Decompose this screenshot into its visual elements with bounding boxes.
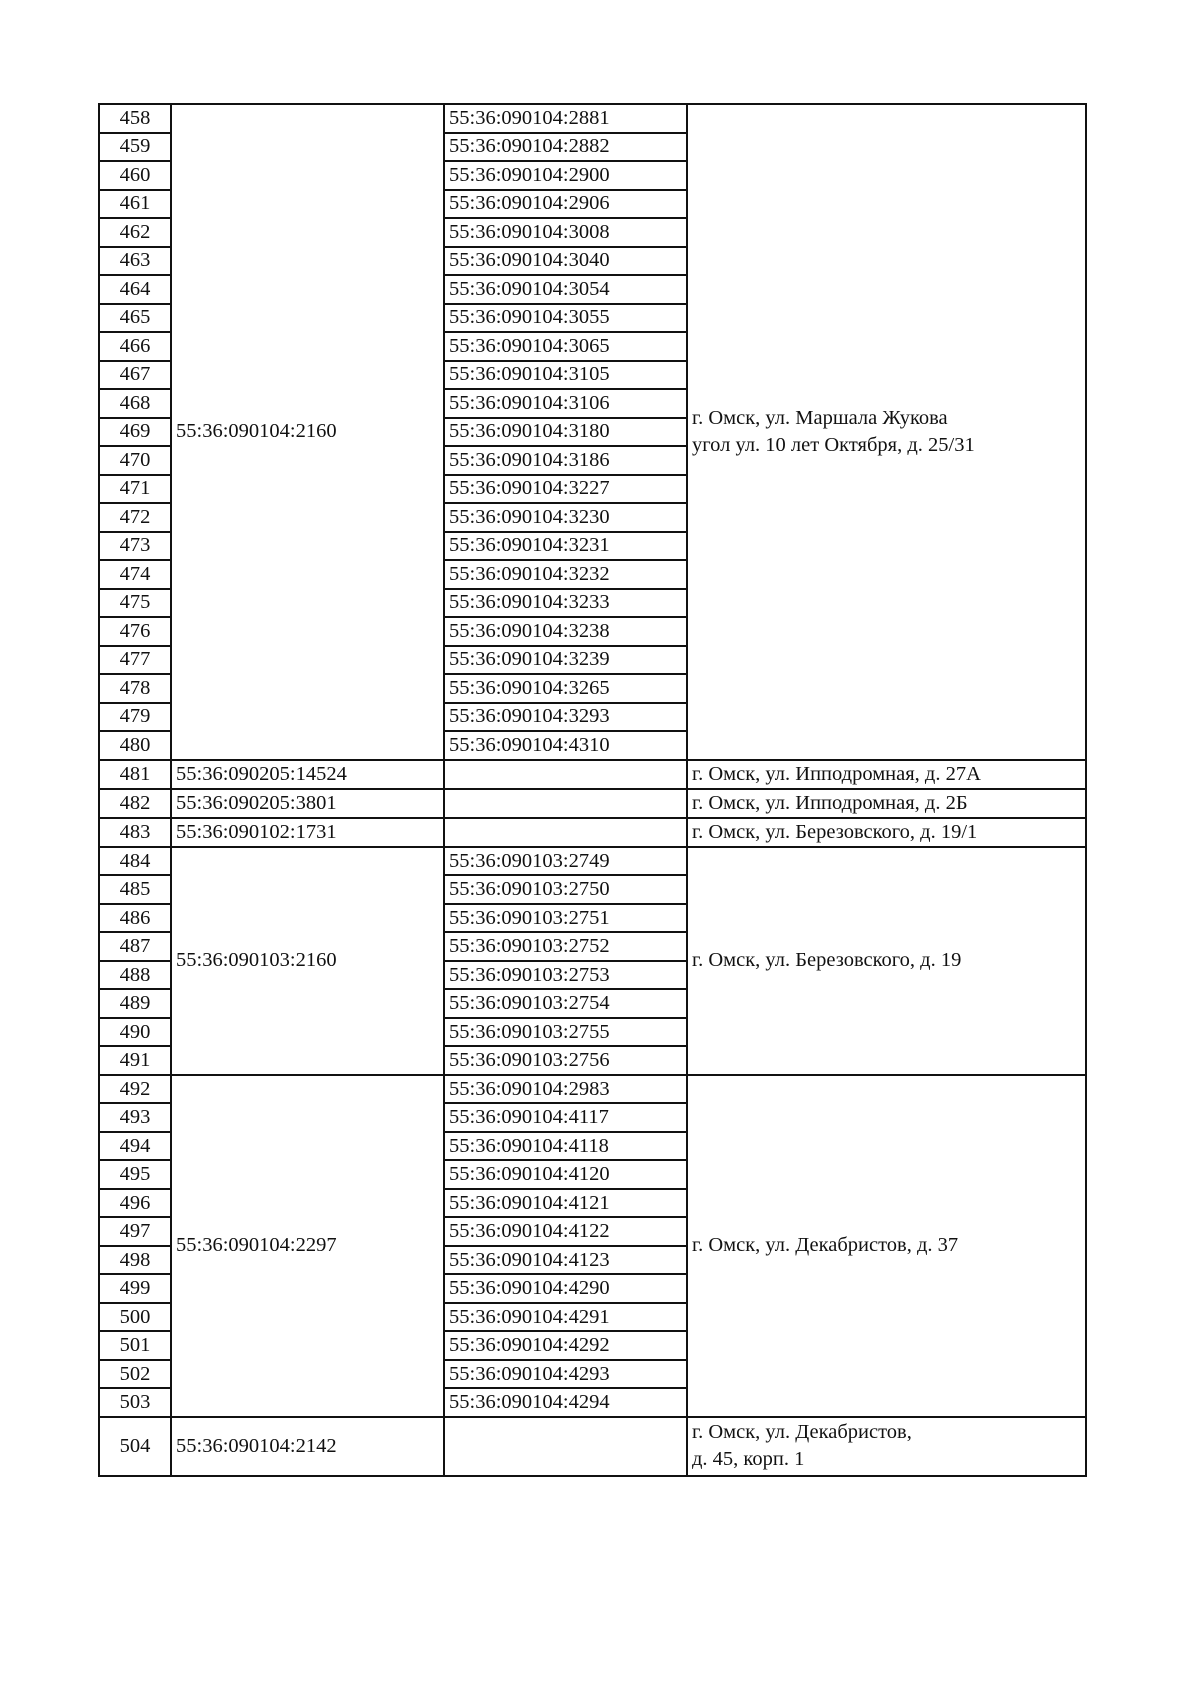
sub-cadastral-number: 55:36:090104:3227 bbox=[444, 475, 687, 504]
sub-cadastral-number: 55:36:090104:4121 bbox=[444, 1189, 687, 1218]
address-line: г. Омск, ул. Маршала Жукова bbox=[692, 406, 948, 429]
address bbox=[687, 104, 1086, 760]
row-number: 493 bbox=[99, 1103, 171, 1132]
address-line: г. Омск, ул. Ипподромная, д. 27А bbox=[692, 762, 981, 785]
row-number: 468 bbox=[99, 389, 171, 418]
row-number: 459 bbox=[99, 133, 171, 162]
row-number: 486 bbox=[99, 904, 171, 933]
sub-cadastral-number: 55:36:090103:2754 bbox=[444, 989, 687, 1018]
row-number: 498 bbox=[99, 1246, 171, 1275]
cadastral-table bbox=[98, 103, 1087, 1477]
sub-cadastral-number: 55:36:090104:3232 bbox=[444, 560, 687, 589]
sub-cadastral-number: 55:36:090103:2750 bbox=[444, 875, 687, 904]
row-number: 473 bbox=[99, 532, 171, 561]
row-number: 471 bbox=[99, 475, 171, 504]
sub-cadastral-number: 55:36:090104:4291 bbox=[444, 1303, 687, 1332]
row-number: 462 bbox=[99, 218, 171, 247]
sub-cadastral-number bbox=[444, 789, 687, 818]
row-number: 479 bbox=[99, 703, 171, 732]
row-number: 478 bbox=[99, 674, 171, 703]
row-number: 491 bbox=[99, 1046, 171, 1075]
address-line: г. Омск, ул. Декабристов, д. 37 bbox=[692, 1234, 959, 1257]
row-number: 499 bbox=[99, 1274, 171, 1303]
row-number: 503 bbox=[99, 1388, 171, 1417]
address-line: д. 45, корп. 1 bbox=[692, 1448, 805, 1471]
row-number: 480 bbox=[99, 731, 171, 760]
sub-cadastral-number: 55:36:090104:3186 bbox=[444, 446, 687, 475]
sub-cadastral-number: 55:36:090104:3230 bbox=[444, 503, 687, 532]
sub-cadastral-number: 55:36:090104:3231 bbox=[444, 532, 687, 561]
address bbox=[687, 1417, 1086, 1476]
address-line: г. Омск, ул. Ипподромная, д. 2Б bbox=[692, 791, 968, 814]
sub-cadastral-number: 55:36:090104:4293 bbox=[444, 1360, 687, 1389]
row-number: 477 bbox=[99, 646, 171, 675]
sub-cadastral-number: 55:36:090104:3293 bbox=[444, 703, 687, 732]
row-number: 502 bbox=[99, 1360, 171, 1389]
sub-cadastral-number: 55:36:090104:3065 bbox=[444, 332, 687, 361]
row-number: 496 bbox=[99, 1189, 171, 1218]
row-number: 475 bbox=[99, 589, 171, 618]
table-row bbox=[99, 1417, 1086, 1476]
row-number: 484 bbox=[99, 847, 171, 876]
sub-cadastral-number: 55:36:090104:3239 bbox=[444, 646, 687, 675]
row-number: 492 bbox=[99, 1075, 171, 1104]
row-number: 466 bbox=[99, 332, 171, 361]
row-number: 489 bbox=[99, 989, 171, 1018]
sub-cadastral-number: 55:36:090103:2752 bbox=[444, 932, 687, 961]
sub-cadastral-number: 55:36:090104:4117 bbox=[444, 1103, 687, 1132]
sub-cadastral-number: 55:36:090104:3238 bbox=[444, 617, 687, 646]
sub-cadastral-number: 55:36:090104:2906 bbox=[444, 190, 687, 219]
row-number: 469 bbox=[99, 418, 171, 447]
row-number: 470 bbox=[99, 446, 171, 475]
cadastral-number: 55:36:090104:2297 bbox=[171, 1075, 444, 1417]
sub-cadastral-number: 55:36:090104:3055 bbox=[444, 304, 687, 333]
sub-cadastral-number: 55:36:090104:3180 bbox=[444, 418, 687, 447]
row-number: 460 bbox=[99, 161, 171, 190]
sub-cadastral-number: 55:36:090104:4120 bbox=[444, 1160, 687, 1189]
cadastral-number: 55:36:090205:14524 bbox=[171, 760, 444, 789]
sub-cadastral-number: 55:36:090104:3106 bbox=[444, 389, 687, 418]
table-row bbox=[99, 818, 1086, 847]
row-number: 483 bbox=[99, 818, 171, 847]
address bbox=[687, 818, 1086, 847]
row-number: 488 bbox=[99, 961, 171, 990]
address bbox=[687, 760, 1086, 789]
address-line: г. Омск, ул. Декабристов, bbox=[692, 1421, 912, 1444]
cadastral-number: 55:36:090104:2160 bbox=[171, 104, 444, 760]
table-row bbox=[99, 789, 1086, 818]
sub-cadastral-number: 55:36:090104:3105 bbox=[444, 361, 687, 390]
row-number: 472 bbox=[99, 503, 171, 532]
sub-cadastral-number: 55:36:090104:2983 bbox=[444, 1075, 687, 1104]
sub-cadastral-number: 55:36:090104:4292 bbox=[444, 1331, 687, 1360]
sub-cadastral-number bbox=[444, 760, 687, 789]
row-number: 481 bbox=[99, 760, 171, 789]
row-number: 474 bbox=[99, 560, 171, 589]
sub-cadastral-number: 55:36:090104:4123 bbox=[444, 1246, 687, 1275]
sub-cadastral-number: 55:36:090104:3233 bbox=[444, 589, 687, 618]
sub-cadastral-number: 55:36:090104:3040 bbox=[444, 247, 687, 276]
cadastral-table-body bbox=[99, 104, 1086, 1476]
row-number: 476 bbox=[99, 617, 171, 646]
row-number: 461 bbox=[99, 190, 171, 219]
sub-cadastral-number: 55:36:090104:4122 bbox=[444, 1217, 687, 1246]
sub-cadastral-number: 55:36:090103:2755 bbox=[444, 1018, 687, 1047]
sub-cadastral-number: 55:36:090103:2749 bbox=[444, 847, 687, 876]
sub-cadastral-number: 55:36:090103:2756 bbox=[444, 1046, 687, 1075]
cadastral-number: 55:36:090102:1731 bbox=[171, 818, 444, 847]
cadastral-number: 55:36:090205:3801 bbox=[171, 789, 444, 818]
row-number: 485 bbox=[99, 875, 171, 904]
sub-cadastral-number: 55:36:090104:4118 bbox=[444, 1132, 687, 1161]
row-number: 501 bbox=[99, 1331, 171, 1360]
table-row bbox=[99, 104, 1086, 133]
row-number: 504 bbox=[99, 1417, 171, 1476]
sub-cadastral-number: 55:36:090104:2900 bbox=[444, 161, 687, 190]
table-row bbox=[99, 760, 1086, 789]
row-number: 458 bbox=[99, 104, 171, 133]
sub-cadastral-number: 55:36:090103:2753 bbox=[444, 961, 687, 990]
sub-cadastral-number bbox=[444, 818, 687, 847]
table-row bbox=[99, 847, 1086, 876]
row-number: 487 bbox=[99, 932, 171, 961]
row-number: 495 bbox=[99, 1160, 171, 1189]
sub-cadastral-number: 55:36:090104:2881 bbox=[444, 104, 687, 133]
sub-cadastral-number: 55:36:090104:4310 bbox=[444, 731, 687, 760]
sub-cadastral-number: 55:36:090104:3265 bbox=[444, 674, 687, 703]
address bbox=[687, 1075, 1086, 1417]
cadastral-number: 55:36:090104:2142 bbox=[171, 1417, 444, 1476]
row-number: 500 bbox=[99, 1303, 171, 1332]
sub-cadastral-number: 55:36:090104:3008 bbox=[444, 218, 687, 247]
cadastral-number: 55:36:090103:2160 bbox=[171, 847, 444, 1075]
row-number: 467 bbox=[99, 361, 171, 390]
row-number: 482 bbox=[99, 789, 171, 818]
sub-cadastral-number: 55:36:090104:2882 bbox=[444, 133, 687, 162]
address-line: угол ул. 10 лет Октября, д. 25/31 bbox=[692, 433, 975, 456]
address bbox=[687, 847, 1086, 1075]
sub-cadastral-number: 55:36:090104:4294 bbox=[444, 1388, 687, 1417]
sub-cadastral-number: 55:36:090104:3054 bbox=[444, 275, 687, 304]
address-line: г. Омск, ул. Березовского, д. 19 bbox=[692, 949, 962, 972]
row-number: 490 bbox=[99, 1018, 171, 1047]
sub-cadastral-number: 55:36:090103:2751 bbox=[444, 904, 687, 933]
sub-cadastral-number: 55:36:090104:4290 bbox=[444, 1274, 687, 1303]
row-number: 463 bbox=[99, 247, 171, 276]
address-line: г. Омск, ул. Березовского, д. 19/1 bbox=[692, 820, 978, 843]
row-number: 497 bbox=[99, 1217, 171, 1246]
address bbox=[687, 789, 1086, 818]
row-number: 464 bbox=[99, 275, 171, 304]
table-row bbox=[99, 1075, 1086, 1104]
row-number: 465 bbox=[99, 304, 171, 333]
row-number: 494 bbox=[99, 1132, 171, 1161]
sub-cadastral-number bbox=[444, 1417, 687, 1476]
